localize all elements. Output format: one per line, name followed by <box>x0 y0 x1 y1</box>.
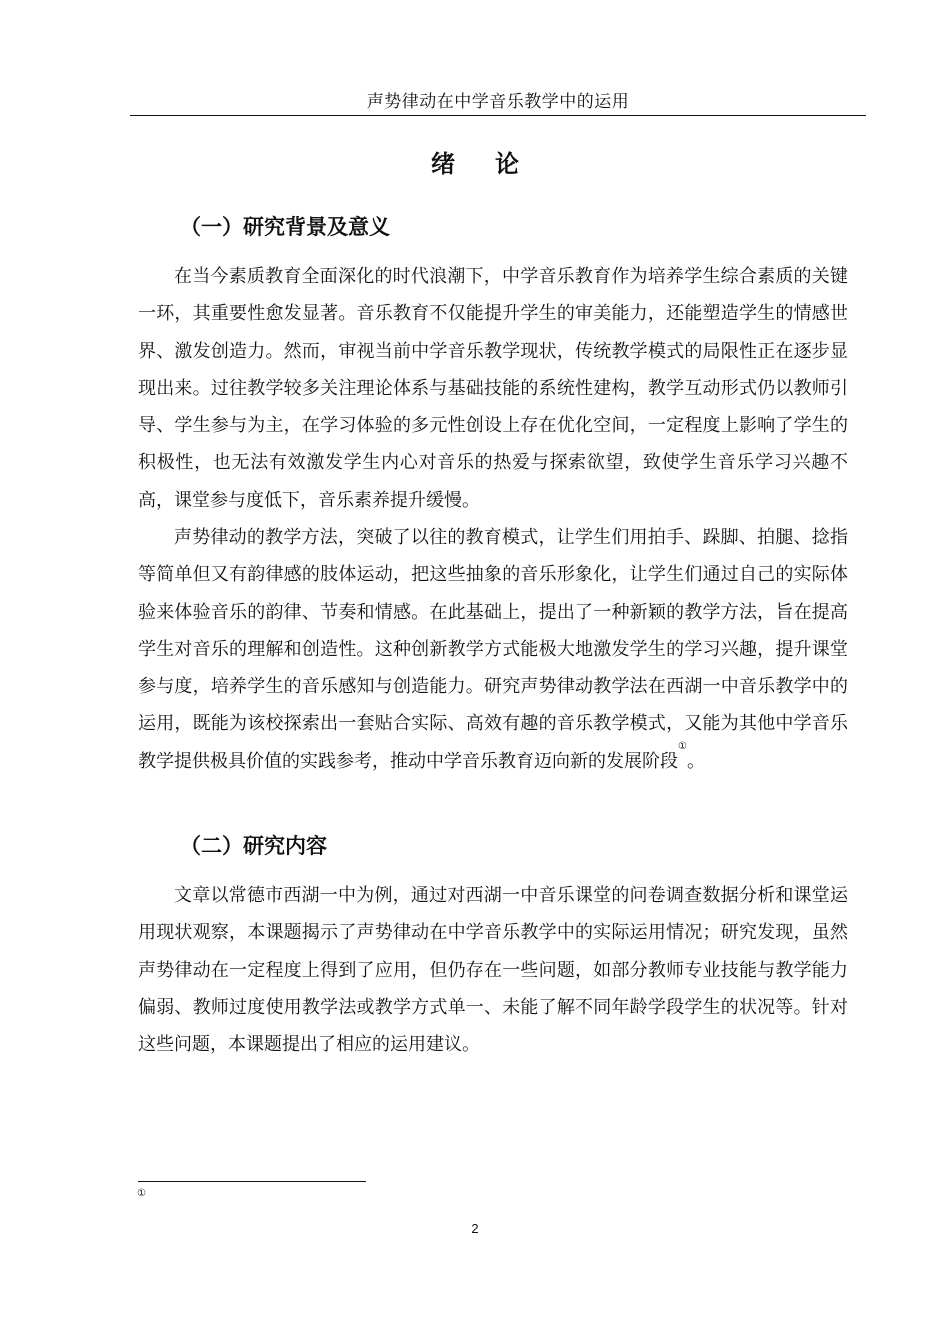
body-paragraph <box>138 519 848 780</box>
sentence-end: 。 <box>686 750 705 772</box>
header-rule <box>130 115 866 116</box>
page-title: 绪论 <box>431 150 559 178</box>
section-heading-content: （二）研究内容 <box>180 834 327 858</box>
body-paragraph: 在当今素质教育全面深化的时代浪潮下，中学音乐教育作为培养学生综合素质的关键一环，其重要性愈发显著。音乐教育不仅能提升学生的审美能力，还能塑造学生的情感世界、激发创造力。然而，审视当前中学音乐教学现状，传统教学模式的局限性正在逐步显现出来。过往教学较多关注理论体系与基础技能的系统性建构，教学互动形式仍以教师引导、学生参与为主，在学习体验的多元性创设上存在优化空间，一定程度上影响了学生的积极性，也无法有效激发学生内心对音乐的热爱与探索欲望，致使学生音乐学习兴趣不高，课堂参与度低下，音乐素养提升缓慢。 <box>138 266 848 511</box>
section-heading-background: （一）研究背景及意义 <box>180 215 390 239</box>
running-header: 声势律动在中学音乐教学中的运用 <box>366 92 630 112</box>
footnote-reference[interactable]: ① <box>678 740 687 752</box>
page-number: 2 <box>471 1221 479 1236</box>
footnote-rule <box>138 1181 366 1182</box>
body-paragraph: 文章以常德市西湖一中为例，通过对西湖一中音乐课堂的问卷调查数据分析和课堂运用现状观察，本课题揭示了声势律动在中学音乐教学中的实际运用情况；研究发现，虽然声势律动在一定程度上得到了应用，但仍存在一些问题，如部分教师专业技能与教学能力偏弱、教师过度使用教学法或教学方式单一、未能了解不同年龄学段学生的状况等。针对这些问题，本课题提出了相应的运用建议。 <box>138 885 848 1056</box>
footnote-marker: ① <box>137 1188 146 1199</box>
paragraph-text: 声势律动的教学方法，突破了以往的教育模式，让学生们用拍手、跺脚、拍腿、捻指等简单但又有韵律感的肢体运动，把这些抽象的音乐形象化，让学生们通过自己的实际体验来体验音乐的韵律、节奏和情感。在此基础上，提出了一种新颖的教学方法，旨在提高学生对音乐的理解和创造性。这种创新教学方式能极大地激发学生的学习兴趣，提升课堂参与度，培养学生的音乐感知与创造能力。研究声势律动教学法在西湖一中音乐教学中的运用，既能为该校探索出一套贴合实际、高效有趣的音乐教学模式，又能为其他中学音乐教学提供极具价值的实践参考，推动中学音乐教育迈向新的发展阶段 <box>138 527 848 772</box>
